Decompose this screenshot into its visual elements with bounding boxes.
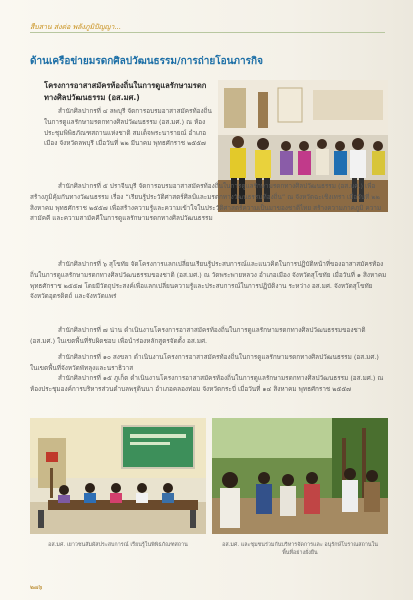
section-title: ด้านเครือข่ายมรดกศิลปวัฒนธรรม/การถ่ายโอนภารกิจ	[30, 56, 263, 67]
paragraph-6: สำนักศิลปากรที่ ๑๕ ภูเก็ต ดำเนินงานโครงการอาสาสมัครท้องถิ่นในการดูแลรักษามรดกทางศิลปวัฒนธรรม (อส.มศ.) ณ ห้องประชุมองค์การบริหารส่วนตำบลพรุดินนา อำเภอคลองท่อม จังหวัดกระบี่ เมื่อวันที่ ๑๔ สิงหาคม พุทธศักราช ๒๕๕๗	[30, 374, 384, 393]
caption-right: อส.มศ. และชุมชนร่วมกันบริหารจัดการและ อนุรักษ์โบราณสถานในพื้นที่อย่างยั่งยืน	[222, 542, 378, 556]
running-head: สืบสาน ส่งต่อ พลังภูมิปัญญา...	[30, 23, 122, 31]
project-subhead: โครงการอาสาสมัครท้องถิ่นในการดูแลรักษามรดกทางศิลปวัฒนธรรม (อส.มศ.)	[44, 81, 207, 102]
paragraph-3: สำนักศิลปากรที่ ๖ สุโขทัย จัดโครงการแลกเปลี่ยนเรียนรู้ประสบการณ์และแนวคิดในการปฏิบัติหน้าที่ของอาสาสมัครท้องถิ่นในการดูแลรักษามรดกทางศิลปวัฒนธรรมของชาติ (อส.มศ.) ณ วัดพระพายหลวง อำเภอเมือง จังหวัดสุโขทัย เมื่อวันที่ ๑ สิงหาคม พุทธศักราช ๒๕๕๗ โดยมีวัตถุประสงค์เพื่อแลกเปลี่ยนความรู้และประสบการณ์ในการปฏิบัติงาน ระหว่าง อส.มศ. จังหวัดสุโขทัย จังหวัดอุตรดิตถ์ และจังหวัดแพร่	[30, 260, 387, 301]
meeting-room-illustration	[30, 418, 206, 534]
paragraph-2: สำนักศิลปากรที่ ๕ ปราจีนบุรี จัดการอบรมอาสาสมัครท้องถิ่นในการดูแลรักษามรดกทางศิลปวัฒนธรรม (อส.มศ.) เพื่อสร้างภูมิคุ้มกันทางวัฒนธรรม เรื่อง “เรียนรู้ประวัติศาสตร์ศิลป์และมรดกทางวัฒนธรรมท้องถิ่น” ณ จังหวัดฉะเชิงเทรา เมื่อวันที่ ๒๒ สิงหาคม พุทธศักราช ๒๕๕๗ เพื่อสร้างความรู้และความเข้าใจในประวัติศาสตร์ความเป็นมาของชาติไทย สร้างความภาคภูมิ ความสามัคคี และความสามัคคีในการดูแลรักษามรดกทางศิลปวัฒนธรรม	[30, 182, 382, 223]
field-site-photo	[212, 418, 388, 534]
field-site-illustration	[212, 418, 388, 534]
caption-left: อส.มศ. เยาวชนสัมผัสประสบการณ์ เรียนรู้ในพิพิธภัณฑสถาน	[48, 542, 188, 548]
meeting-room-photo	[30, 418, 206, 534]
header-rule	[30, 32, 385, 33]
paragraph-5: สำนักศิลปากรที่ ๑๐ สงขลา ดำเนินงานโครงการอาสาสมัครท้องถิ่นในการดูแลรักษามรดกทางศิลปวัฒนธรรม (อส.มศ.) ในเขตพื้นที่จังหวัดพัทลุงและนราธิวาส	[30, 353, 379, 372]
paragraph-4: สำนักศิลปากรที่ ๗ น่าน ดำเนินงานโครงการอาสาสมัครท้องถิ่นในการดูแลรักษามรดกทางศิลปวัฒนธรรมของชาติ (อส.มศ.) ในเขตพื้นที่รับผิดชอบ เพื่อนำร่องหลักสูตรจัดตั้ง อส.มศ.	[30, 326, 366, 345]
paragraph-1: สำนักศิลปากรที่ ๔ ลพบุรี จัดการอบรมอาสาสมัครท้องถิ่นในการดูแลรักษามรดกทางศิลปวัฒนธรรม (อส.มศ.) ณ ห้องประชุมพิพิธภัณฑสถานแห่งชาติ สมเด็จพระนารายณ์ อำเภอเมือง จังหวัดลพบุรี เมื่อวันที่ ๒๒ มีนาคม พุทธศักราช ๒๕๕๗	[44, 107, 212, 148]
page-number: ๒๗๖	[30, 584, 43, 591]
